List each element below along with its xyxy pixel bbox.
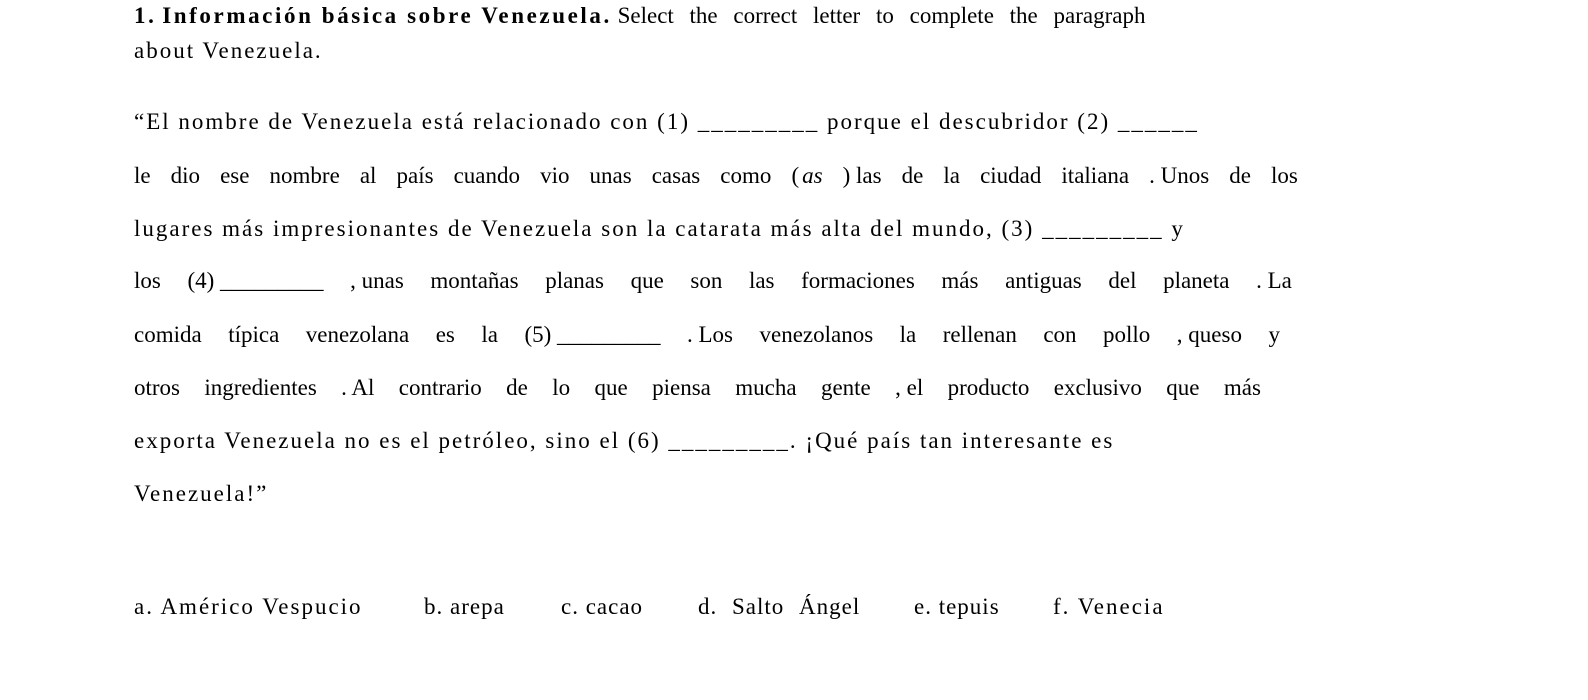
exercise-instruction: Select the correct letter to complete the paragraph [617,3,1146,28]
paragraph-line-3: lugares más impresionantes de Venezuela son la catarata más alta del mundo, (3) _________ y [134,216,1185,241]
paragraph-line-6 [134,376,1261,399]
paragraph-word: ) las [842,163,882,188]
paragraph-word: y [1268,322,1280,347]
paragraph-word: . Unos [1149,163,1210,188]
paragraph-word: del [1108,268,1137,293]
paragraph-word: son [690,268,723,293]
paragraph-word: lo [552,375,571,400]
option-f: f. Venecia [1053,594,1165,619]
paragraph-word: , el [895,375,924,400]
paragraph-word: otros [134,375,180,400]
option-e: e. tepuis [914,594,1000,619]
paragraph-word: exclusivo [1053,375,1142,400]
paragraph-word: , queso [1176,322,1242,347]
paragraph-word: comida [134,322,202,347]
paragraph-word: ciudad [980,163,1042,188]
paragraph-word: contrario [398,375,482,400]
paragraph-word: . Los [687,322,733,347]
paragraph-word: italiana [1061,163,1130,188]
paragraph-word: es [435,322,455,347]
paragraph-word: que [594,375,628,400]
paragraph-word: formaciones [801,268,915,293]
paragraph-word: que [630,268,664,293]
paragraph-word: rellenan [942,322,1017,347]
paragraph-word: montañas [430,268,519,293]
exercise-instruction-continued: about Venezuela. [134,38,323,63]
paragraph-line-4 [134,269,1292,292]
paragraph-word: más [1223,375,1261,400]
paragraph-word: la [899,322,917,347]
exercise-number: 1. [134,3,157,28]
paragraph-word: mucha [735,375,797,400]
paragraph-word: gente [820,375,871,400]
paragraph-word: vio [540,163,570,188]
option-d: d. Salto Ángel [698,594,861,619]
exercise-title: Información básica sobre Venezuela. [162,3,612,28]
paragraph-word: la [481,322,498,347]
paragraph-word: le [134,163,151,188]
paragraph-word: los [134,268,161,293]
paragraph-word: típica [228,322,280,347]
paragraph-line-2 [134,164,1298,187]
paragraph-word: dio [170,163,201,188]
paragraph-word: cuando [453,163,521,188]
italic-word: as [802,163,823,188]
paragraph-word: planeta [1163,268,1230,293]
paragraph-word: venezolana [305,322,410,347]
paragraph-word: ese [220,163,250,188]
paragraph-word: ingredientes [204,375,317,400]
paragraph-word: nombre [269,163,340,188]
exercise-heading [134,4,1145,27]
paren-open: ( [791,163,800,188]
paragraph-line-7: exporta Venezuela no es el petróleo, sino el (6) _________. ¡Qué país tan interesante es [134,428,1115,453]
paragraph-word: (4) _________ [187,268,324,293]
paragraph-word: , unas [350,268,404,293]
paragraph-word: pollo [1103,322,1151,347]
paragraph-word: país [396,163,434,188]
paragraph-word: como [720,163,772,188]
paragraph-word: antiguas [1005,268,1082,293]
paragraph-word: planas [545,268,604,293]
paragraph-word: al [359,163,377,188]
option-c: c. cacao [561,594,644,619]
paragraph-word: las [748,268,775,293]
paragraph-word: de [901,163,924,188]
paragraph-word: de [506,375,528,400]
paragraph-word: piensa [652,375,711,400]
paragraph-word: venezolanos [759,322,874,347]
paragraph-line-8: Venezuela!” [134,481,269,506]
italic-note [791,164,822,187]
option-a: a. Américo Vespucio [134,594,363,619]
paragraph-word: casas [651,163,701,188]
paragraph-word: más [941,268,979,293]
paragraph-word: los [1271,163,1298,188]
paragraph-line-5 [134,323,1280,346]
paragraph-word: la [943,163,961,188]
paragraph-line-1: “El nombre de Venezuela está relacionado con (1) _________ porque el descubridor (2) ______ [134,109,1199,134]
paragraph-word: con [1043,322,1077,347]
paragraph-word: que [1166,375,1200,400]
paragraph-word: de [1229,163,1251,188]
paragraph-word: producto [947,375,1030,400]
paragraph-word: . Al [341,375,375,400]
option-b: b. arepa [424,594,505,619]
paragraph-word: (5) _________ [524,322,661,347]
paragraph-word: unas [589,163,632,188]
paragraph-word: . La [1256,268,1292,293]
